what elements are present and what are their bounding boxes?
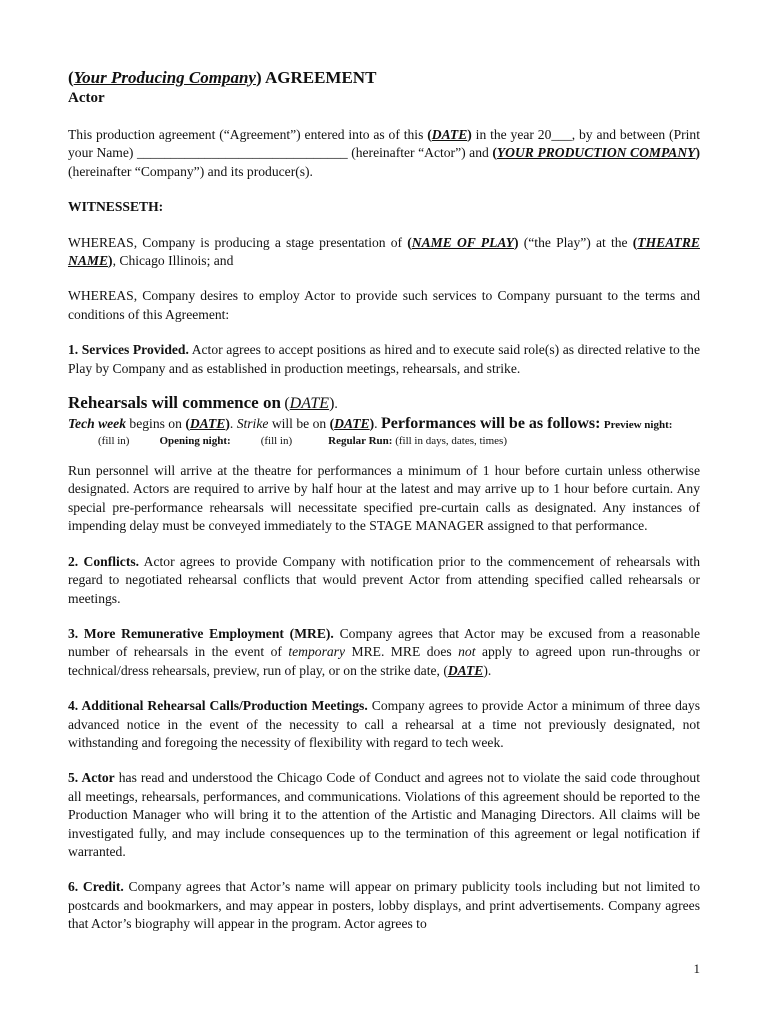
regular-run-label: Regular Run: — [328, 435, 393, 448]
section-3-text-3: apply to agreed upon run-throughs or technical/dress rehearsals, preview, run of play, or on the strike date, ( — [68, 644, 700, 678]
rehearsals-lead: Rehearsals will commence on — [68, 393, 281, 413]
section-6-heading: 6. Credit. — [68, 879, 124, 895]
section-1-heading: 1. Services Provided. — [68, 342, 189, 358]
section-3-paragraph — [68, 625, 700, 680]
not-word: not — [458, 644, 476, 660]
preview-label: Preview night: — [603, 419, 673, 432]
theatre-name-field: THEATRE NAME — [68, 234, 700, 269]
whereas1-text-3: , Chicago Illinois; and — [112, 253, 234, 269]
section-4-body: Company agrees to provide Actor a minimum of three days advanced notice in the event of the necessity to call a rehearsal at a time not previously designated, not withstanding and foregoing the necessity of flexibility with regard to tech week. — [68, 698, 701, 750]
strike-text: will be on — [271, 416, 327, 432]
schedule-block: Rehearsals will commence on (DATE). Tech week begins on (DATE). Strike will be on (DATE). Performances will be as follows: Preview night: (fill in) Opening night: (fill in) Regular Run: (fill in days, dates, times) — [68, 392, 700, 448]
page-number: 1 — [693, 961, 700, 976]
temporary-word: temporary — [288, 644, 346, 660]
section-6-body: Company agrees that Actor’s name will appear on primary publicity tools including but not limited to postcards and bookmarkers, and may appear in posters, lobby displays, and print advertisements. Company agrees that Actor’s biography will appear in the program. Actor agrees to — [68, 879, 700, 932]
performances-label: Performances will be as follows: — [380, 415, 601, 433]
schedule-fill-row — [68, 434, 700, 448]
section-3-text-1: Company agrees that Actor may be excused from a reasonable number of rehearsals in the event of — [68, 625, 701, 660]
name-blank-line: _______________ — [245, 145, 348, 161]
strike-date: DATE — [334, 416, 370, 432]
witnesseth-heading: WITNESSETH: — [68, 199, 164, 215]
play-name-field: NAME OF PLAY — [411, 234, 515, 250]
section-4-paragraph — [68, 697, 700, 752]
section-3-text-2: MRE. MRE does — [351, 644, 452, 660]
section-6-paragraph — [68, 878, 700, 933]
whereas-paragraph-1: WHEREAS, Company is producing a stage presentation of (NAME OF PLAY) (“the Play”) at the (THEATRE NAME), Chicago Illinois; and — [68, 234, 700, 269]
section-1-body: Actor agrees to accept positions as hired and to execute said role(s) as directed relative to the Play by Company and as established in production meetings, rehearsals, and strike. — [68, 342, 700, 376]
section-3-heading: 3. More Remunerative Employment (MRE). — [68, 625, 334, 641]
whereas-paragraph-2: WHEREAS, Company desires to employ Actor to provide such services to Company pursuant to the terms and conditions of this Agreement: — [68, 288, 700, 322]
rehearsal-date-field: DATE — [289, 395, 330, 413]
tech-week-text: begins on — [129, 416, 182, 432]
section-1-paragraph — [68, 341, 700, 378]
document-body — [68, 68, 700, 934]
tech-week-label: Tech week — [68, 416, 127, 432]
tech-week-date: DATE — [189, 416, 226, 432]
intro-text-2: in the year 20___, by and between (Print your Name) ________________ — [68, 127, 701, 161]
intro-date-field: DATE — [431, 127, 468, 142]
strike-label: Strike — [236, 416, 269, 432]
document-title: (Your Producing Company) AGREEMENT — [68, 68, 377, 87]
run-personnel-paragraph: Run personnel will arrive at the theatre for performances a minimum of 1 hour before curtain unless otherwise designated. Actors are required to arrive by half hour at the latest and may arrive up to 1 hour before curtain. Any special pre-performance rehearsals will necessitate specified pre-curtain calls as designated. Any instances of impending delay must be conveyed immediately to the STAGE MANAGER assigned to that performance. — [68, 463, 700, 534]
section-5-heading: 5. Actor — [68, 770, 115, 786]
opening-night-label: Opening night: — [159, 435, 231, 448]
whereas1-text-1: WHEREAS, Company is producing a stage presentation of — [68, 234, 403, 250]
section-5-body: has read and understood the Chicago Code of Conduct and agrees not to violate the said code throughout all meetings, rehearsals, performances, and communications. Violations of this agreement should be reported to the Production Manager who will bring it to the attention of the Artistic and Managing Directors. All claims will be investigated fully, and may include consequences up to the termination of this agreement or legal notification if warranted. — [68, 770, 700, 859]
intro-company-field: YOUR PRODUCTION COMPANY — [496, 145, 696, 161]
title-agreement: AGREEMENT — [264, 68, 377, 87]
opening-fill: (fill in) — [260, 435, 293, 448]
section-2-heading: 2. Conflicts. — [68, 553, 140, 569]
preview-fill: (fill in) — [98, 435, 130, 448]
whereas1-text-2: (“the Play”) at the — [523, 234, 628, 250]
regular-run-fill: (fill in days, dates, times) — [395, 435, 507, 448]
intro-paragraph: This production agreement (“Agreement”) entered into as of this (DATE) in the year 20___, by and between (Print your Name) _______________________________ (hereinafter “Actor”) and (YOUR PRODUCTION COMPANY) (hereinafter “Company”) and its producer(s). — [68, 127, 701, 179]
document-subtitle: Actor — [68, 90, 105, 106]
section-2-paragraph — [68, 553, 700, 608]
strike-date-field: DATE — [447, 662, 484, 678]
intro-text-3: (hereinafter “Actor”) and — [351, 145, 489, 161]
section-4-heading: 4. Additional Rehearsal Calls/Production Meetings. — [68, 698, 368, 714]
section-3-text-4: ). — [483, 662, 492, 678]
intro-text-1: This production agreement (“Agreement”) entered into as of this — [68, 127, 424, 142]
intro-text-4: (hereinafter “Company”) and its producer(s). — [68, 163, 313, 179]
section-5-paragraph — [68, 769, 700, 861]
section-2-body: Actor agrees to provide Company with notification prior to the commencement of rehearsals with regard to negotiated rehearsal conflicts that would prevent Actor from attending specified called rehearsals or meetings. — [68, 553, 700, 606]
title-company: Your Producing Company — [73, 68, 256, 87]
